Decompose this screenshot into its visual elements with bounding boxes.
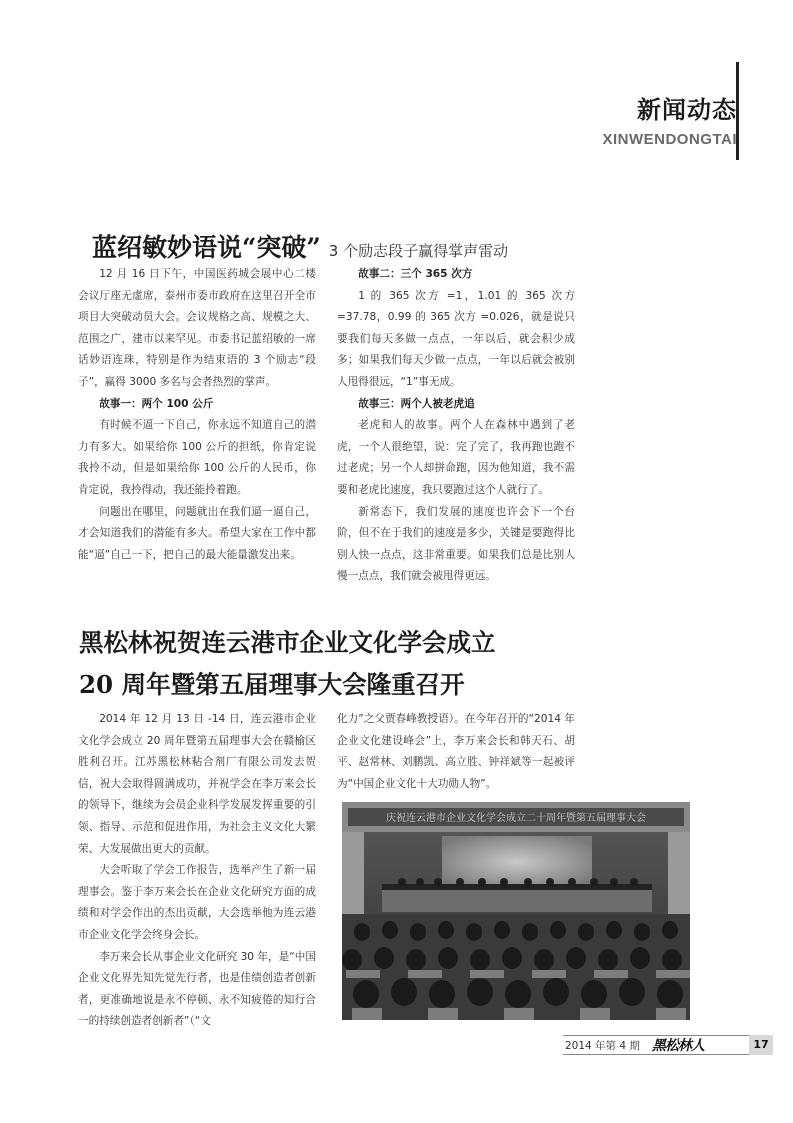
- article2-column-right: [337, 709, 575, 795]
- article1-headline: [92, 228, 508, 264]
- article2-title-line2: 20 周年暨第五届理事大会隆重召开: [79, 670, 465, 699]
- issue-label: 2014 年第 4 期: [565, 1039, 640, 1052]
- paragraph: 老虎和人的故事。两个人在森林中遇到了老虎，一个人很绝望，说：完了完了，我再跑也跑不过老虎；另一个人却拼命跑，因为他知道，我不需要和老虎比速度，我只要跑过这个人就行了。: [337, 419, 575, 496]
- conference-photo: [342, 802, 690, 1020]
- paragraph: 大会听取了学会工作报告，选举产生了新一届理事会。鉴于李万来会长在企业文化研究方面的成绩和对学会作出的杰出贡献，大会选举他为连云港市企业文化学会终身会长。: [78, 864, 316, 941]
- article2-title-line1: 黑松林祝贺连云港市企业文化学会成立: [79, 628, 496, 657]
- article1-column-left: [78, 264, 316, 566]
- article1-column-right: [337, 264, 575, 588]
- paragraph: 问题出在哪里，问题就出在我们逼一逼自己，才会知道我们的潜能有多大。希望大家在工作中都能“逼”自己一下，把自己的最大能量激发出来。: [78, 505, 316, 561]
- paragraph: 2014 年 12 月 13 日 -14 日，连云港市企业文化学会成立 20 周年暨第五届理事大会在赣榆区胜利召开。江苏黑松林粘合剂厂有限公司发去贺信，祝大会取得圆满成功，并祝学会在李万来会长的领导下，继续为会员企业科学发展发挥重要的引领、指导、示范和促进作用，为社会主义文化大繁荣、大发展做出更大的贡献。: [78, 713, 316, 855]
- paragraph: 新常态下，我们发展的速度也许会下一个台阶，但不在于我们的速度是多少，关键是要跑得比别人快一点点，这非常重要。如果我们总是比别人慢一点点，我们就会被甩得更远。: [337, 505, 575, 583]
- section-subtitle: XINWENDONGTAI: [602, 131, 737, 148]
- magazine-logo: 黑松林人: [651, 1038, 704, 1054]
- paragraph: 李万来会长从事企业文化研究 30 年，是“中国企业文化界先知先觉先行者，也是佳绩创造者创新者，更准确地说是永不停顿、永不知疲倦的知行合一的持续创造者创新者”（“文: [78, 950, 316, 1028]
- paragraph: 有时候不逼一下自己，你永远不知道自己的潜力有多大。如果给你 100 公斤的担纸，你肯定说我拎不动，但是如果给你 100 公斤的人民币，你肯定说，我拎得动，我还能拎着跑。: [78, 419, 316, 496]
- story-heading: 故事二：三个 365 次方: [358, 268, 473, 280]
- article1-subtitle: 3 个励志段子赢得掌声雷动: [328, 242, 509, 260]
- paragraph: 化力”之父贾春峰教授语）。在今年召开的“2014 年企业文化建设峰会”上，李万来会长和韩天石、胡平、赵常林、刘鹏凯、高立胜、钟祥斌等一起被评为“中国企业文化十大功勋人物”。: [337, 713, 575, 790]
- story-heading: 故事三：两个人被老虎追: [358, 397, 475, 410]
- paragraph: 1 的 365 次方 =1，1.01 的 365 次方 =37.78，0.99 的 365 次方 =0.026，就是说只要我们每天多做一点点，一年以后，就会积少成多；如果我们每天少做一点点，一年以后就会被别人甩得很远，“1”事无成。: [337, 289, 575, 388]
- article1-title: 蓝绍敏妙语说“突破”: [92, 233, 321, 262]
- article2-headline: [79, 622, 496, 706]
- section-title: 新闻动态: [637, 96, 737, 124]
- banner-text: 庆祝连云港市企业文化学会成立二十周年暨第五届理事大会: [386, 813, 646, 824]
- conference-photo-image: [342, 802, 690, 1020]
- page-footer: [563, 1035, 773, 1055]
- section-header: [602, 62, 737, 148]
- paragraph: 12 月 16 日下午，中国医药城会展中心二楼会议厅座无虚席，泰州市委市政府在这里召开全市项目大突破动员大会。会议规格之高、规模之大、范围之广，建市以来罕见。市委书记蓝绍敏的一席话妙语连珠，特别是作为结束语的 3 个励志“段子”，赢得 3000 多名与会者热烈的掌声。: [78, 268, 316, 388]
- story-heading: 故事一：两个 100 公斤: [99, 397, 214, 410]
- article2-column-left: [78, 709, 316, 1033]
- page-number: 17: [749, 1035, 773, 1055]
